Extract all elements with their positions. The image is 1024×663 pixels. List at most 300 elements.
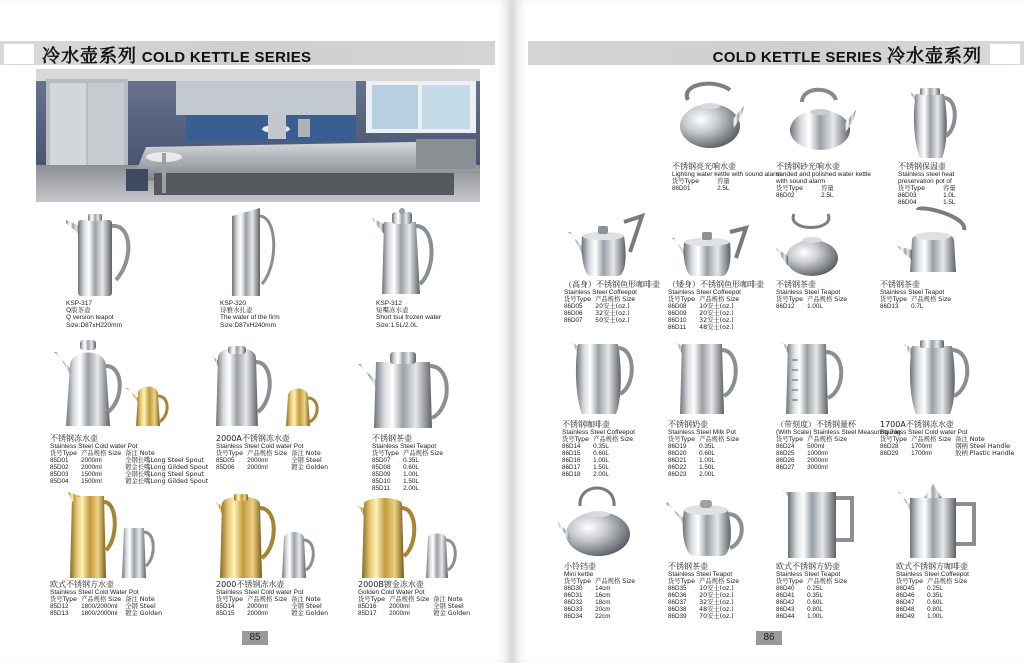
gold2000b-cn: 2000B镀金冻水壶	[358, 580, 424, 589]
coffeepot-plain-en: Stainless Steel Coffeepot	[562, 429, 635, 436]
td: 20安士(oz.)	[699, 310, 734, 318]
th: 货号Type	[668, 296, 696, 304]
teapot85-table	[372, 450, 447, 492]
mini-table	[564, 578, 639, 620]
td: 2.00L	[593, 471, 609, 479]
product-image-coffeepot-plain	[568, 336, 640, 416]
table-row	[564, 599, 639, 606]
product-image-measuring	[780, 340, 852, 416]
page-number-right: 86	[756, 631, 782, 645]
euro-cold-cn: 欧式不锈钢方水壶	[50, 580, 114, 589]
td: 70安士(oz.)	[699, 613, 734, 621]
td: 32安士(oz.)	[595, 310, 630, 318]
td: 0.35L	[927, 592, 943, 600]
th: 货号Type	[776, 578, 804, 586]
td: 1.00L	[807, 613, 823, 621]
heatpot-cn: 不锈钢保温壶	[898, 162, 946, 171]
heatpot-en1: Stainless steel heat	[898, 171, 955, 178]
td: 86D35	[668, 585, 687, 593]
td: 2000ml	[81, 464, 102, 472]
coffeepot-plain-table	[562, 436, 637, 478]
td: 86D08	[668, 303, 687, 311]
td: 全钢长嘴Long Steel Spout	[125, 471, 204, 479]
td: 10安士(oz.)	[699, 303, 734, 311]
td: 22cm	[595, 613, 611, 621]
caption-coffee-high	[564, 280, 660, 324]
th: 产品规格 Size	[927, 578, 968, 586]
table-row	[668, 443, 743, 450]
td: 0.60L	[593, 450, 609, 458]
teapot-c-table	[668, 578, 743, 620]
td: 86D39	[668, 613, 687, 621]
td: 1.00L	[593, 457, 609, 465]
th: 货号Type	[776, 436, 804, 444]
td: 85D04	[50, 478, 69, 486]
coldpot2000a-en: Stainless Steel Cold water Pot	[216, 443, 304, 450]
euro-cold-table	[50, 596, 166, 617]
td: 胶柄 Plastic Handle	[955, 450, 1015, 458]
td: 86D22	[668, 464, 687, 472]
th: 货号Type	[50, 450, 78, 458]
td: 86D19	[668, 443, 687, 451]
td: 85D03	[50, 471, 69, 479]
td: 20安士(oz.)	[699, 592, 734, 600]
teapot-c-cn: 不锈钢茶壶	[668, 562, 708, 571]
td: 85D16	[358, 603, 377, 611]
th: 货号Type	[898, 185, 926, 193]
product-image-teapot85	[356, 342, 456, 430]
td: 85D07	[372, 457, 391, 465]
cold1700a-table	[880, 436, 1018, 457]
product-image-heatpot	[906, 84, 960, 160]
th: 货号Type	[564, 578, 592, 586]
td: 86D13	[880, 303, 899, 311]
th: 货号Type	[776, 185, 804, 193]
th: 备注 Note	[433, 596, 463, 604]
td: 86D45	[896, 585, 915, 593]
td: 86D04	[898, 199, 917, 207]
caption-coffeepot-plain	[562, 420, 637, 478]
teapot-b-cn: 不锈钢茶壶	[880, 280, 920, 289]
td: 1.0L	[943, 192, 956, 200]
caption-heatpot	[898, 162, 960, 206]
ksp317-code: KSP-317	[66, 300, 93, 307]
ksp320-size: Size:D87xH240mm	[220, 321, 276, 329]
product-image-gold2000b	[356, 494, 466, 580]
td: 86D42	[776, 599, 795, 607]
th: 产品规格 Size	[807, 436, 848, 444]
th: 货号Type	[358, 596, 386, 604]
measuring-cn: （带刻度）不锈钢量杯	[776, 420, 856, 429]
td: 86D48	[896, 606, 915, 614]
caption-teapot-b	[880, 280, 955, 310]
th: 产品规格 Size	[247, 450, 288, 458]
coldpot-cn: 不锈钢冻水壶	[50, 434, 98, 443]
ksp312-en: Short tsui frozen water	[376, 314, 442, 322]
th: 产品规格 Size	[389, 596, 430, 604]
table-row	[668, 324, 743, 331]
table-row	[372, 464, 447, 471]
td: 镀金长嘴Long Gilded Spout	[125, 478, 209, 486]
sanded-en1: sanded and polished water kettle	[776, 171, 872, 178]
teapot85-cn: 不锈钢茶壶	[372, 434, 412, 443]
sanded-table	[776, 185, 838, 199]
table-row	[372, 478, 447, 485]
td: 86D10	[668, 317, 687, 325]
coffee-high-cn: （高身）不锈钢鱼形咖啡壶	[564, 280, 660, 289]
td: 2000ml	[247, 610, 268, 618]
th: 货号Type	[668, 436, 696, 444]
table-row	[564, 585, 639, 592]
td: 1500ml	[81, 478, 102, 486]
th: 货号Type	[216, 596, 244, 604]
th: 容量	[821, 185, 834, 193]
table-row	[562, 450, 637, 457]
table-row	[896, 599, 971, 606]
td: 86D28	[880, 443, 899, 451]
cold1700a-en: Stainless Steel Cold water Pot	[880, 429, 968, 436]
product-image-euro-milk	[780, 488, 860, 560]
td: 2000ml	[247, 464, 268, 472]
mini-cn: 小铃铛壶	[564, 562, 596, 571]
product-image-euro-cold	[60, 488, 170, 580]
td: 86D37	[668, 599, 687, 607]
product-image-teapot-c	[664, 488, 748, 558]
td: 86D30	[564, 585, 583, 593]
td: 镀金 Golden	[291, 464, 329, 472]
td: 0.60L	[403, 464, 419, 472]
ksp312-size: Size:1.5L/2.0L	[376, 321, 418, 329]
th: 货号Type	[896, 578, 924, 586]
table-row	[564, 613, 639, 620]
table-row	[668, 464, 743, 471]
page-number-left: 85	[242, 631, 268, 645]
teapot-b-table	[880, 296, 955, 310]
measuring-table	[776, 436, 851, 471]
product-image-cold2000	[214, 492, 324, 580]
table-row	[358, 610, 474, 617]
ksp317-size: Size:D87xH220mm	[66, 321, 122, 329]
th: 产品规格 Size	[699, 436, 740, 444]
coffeepot-plain-cn: 不锈钢咖啡壶	[562, 420, 610, 429]
caption-gold2000b	[358, 580, 474, 617]
td: 86D11	[668, 324, 687, 332]
table-row	[880, 303, 955, 310]
product-image-sanded	[784, 84, 856, 154]
td: 0.80L	[927, 606, 943, 614]
td: 0.60L	[699, 450, 715, 458]
td: 1.00L	[927, 613, 943, 621]
td: 86D20	[668, 450, 687, 458]
td: 85D13	[50, 610, 69, 618]
th: 备注 Note	[955, 436, 985, 444]
td: 85D08	[372, 464, 391, 472]
th: 容量	[943, 185, 956, 193]
product-image-coffee-high	[568, 212, 648, 278]
table-row	[668, 450, 743, 457]
cold2000-en: Stainless Steel Cold water Pot	[216, 589, 304, 596]
product-image-teapot-a	[776, 212, 856, 278]
td: 0.35L	[593, 443, 609, 451]
th: 产品规格 Size	[807, 578, 848, 586]
td: 钢柄 Steel Handle	[955, 443, 1010, 451]
coffee-high-en: Stainless Steel Coffeepot	[564, 289, 637, 296]
right-page	[512, 0, 1024, 663]
right-page-title	[713, 42, 982, 68]
kitchen-photo	[36, 69, 480, 202]
td: 85D06	[216, 464, 235, 472]
td: 2.00L	[403, 485, 419, 493]
product-image-mini	[558, 478, 642, 558]
table-row	[372, 485, 447, 492]
table-row	[776, 613, 851, 620]
caption-coldpot	[50, 434, 212, 485]
td: 85D12	[50, 603, 69, 611]
td: 0.60L	[927, 599, 943, 607]
teapot-a-cn: 不锈钢茶壶	[776, 280, 816, 289]
th: 货号Type	[50, 596, 78, 604]
heatpot-table	[898, 185, 960, 206]
th: 产品规格 Size	[247, 596, 288, 604]
table-row	[672, 185, 734, 192]
table-row	[372, 471, 447, 478]
alarm-cn: 不锈钢亮光响水壶	[672, 162, 736, 171]
table-row	[896, 613, 971, 620]
table-row	[668, 457, 743, 464]
td: 0.80L	[807, 606, 823, 614]
th: 产品规格 Size	[699, 296, 740, 304]
th: 货号Type	[672, 178, 700, 186]
th: 产品规格 Size	[595, 296, 636, 304]
td: 0.35L	[699, 443, 715, 451]
td: 1.50L	[699, 464, 715, 472]
td: 86D17	[562, 464, 581, 472]
td: 镀金长嘴Long Gilded Spout	[125, 464, 209, 472]
table-row	[880, 450, 1018, 457]
td: 86D01	[672, 185, 691, 193]
euro-coffee-cn: 欧式不锈钢方咖啡壶	[896, 562, 968, 571]
td: 2000ml	[247, 457, 268, 465]
td: 32安士(oz.)	[699, 317, 734, 325]
table-row	[564, 317, 639, 324]
th: 产品规格 Size	[911, 436, 952, 444]
td: 48安士(oz.)	[699, 606, 734, 614]
td: 85D17	[358, 610, 377, 618]
td: 86D02	[776, 192, 795, 200]
td: 镀金 Golden	[125, 610, 163, 618]
left-header-bar	[0, 41, 495, 65]
caption-teapot85	[372, 434, 447, 492]
td: 50安士(oz.)	[595, 317, 630, 325]
table-row	[776, 450, 851, 457]
th: 产品规格 Size	[807, 296, 848, 304]
td: 32安士(oz.)	[699, 599, 734, 607]
caption-teapot-c	[668, 562, 743, 620]
caption-cold2000	[216, 580, 332, 617]
caption-mini	[564, 562, 639, 620]
td: 1.50L	[403, 478, 419, 486]
table-row	[896, 585, 971, 592]
td: 86D46	[896, 592, 915, 600]
td: 86D38	[668, 606, 687, 614]
teapot-a-table	[776, 296, 851, 310]
coffee-low-en: Stainless Steel Coffeepot	[668, 289, 741, 296]
td: 86D29	[880, 450, 899, 458]
td: 0.60L	[807, 599, 823, 607]
td: 1.00L	[807, 303, 823, 311]
table-row	[564, 606, 639, 613]
caption-ksp312	[376, 300, 441, 329]
td: 0.7L	[911, 303, 924, 311]
td: 85D10	[372, 478, 391, 486]
milkpot-cn: 不锈钢奶壶	[668, 420, 708, 429]
th: 产品规格 Size	[81, 596, 122, 604]
table-row	[50, 610, 166, 617]
alarm-table	[672, 178, 734, 192]
ksp317-en: Q version teapot	[66, 314, 114, 322]
td: 86D41	[776, 592, 795, 600]
td: 0.25L	[927, 585, 943, 593]
th: 产品规格 Size	[699, 578, 740, 586]
td: 1.5L	[943, 199, 956, 207]
coldpot2000a-cn: 2000A不锈钢冻水壶	[216, 434, 290, 443]
coldpot2000a-table	[216, 450, 332, 471]
td: 3000ml	[807, 464, 828, 472]
td: 86D18	[562, 471, 581, 479]
td: 1700ml	[911, 443, 932, 451]
td: 86D26	[776, 457, 795, 465]
td: 86D32	[564, 599, 583, 607]
td: 镀金 Golden	[433, 610, 471, 618]
caption-teapot-a	[776, 280, 851, 310]
td: 86D36	[668, 592, 687, 600]
td: 10安士(oz.)	[699, 585, 734, 593]
milkpot-table	[668, 436, 743, 478]
sanded-cn: 不锈钢砂光响水壶	[776, 162, 840, 171]
table-row	[776, 592, 851, 599]
coldpot-en: Stainless Steel Cold water Pot	[50, 443, 138, 450]
td: 18cm	[595, 599, 611, 607]
th: 货号Type	[880, 296, 908, 304]
td: 1700ml	[911, 450, 932, 458]
td: 2000ml	[81, 457, 102, 465]
th: 货号Type	[372, 450, 400, 458]
td: 86D07	[564, 317, 583, 325]
table-row	[372, 457, 447, 464]
caption-milkpot	[668, 420, 743, 478]
th: 备注 Note	[291, 596, 321, 604]
td: 0.35L	[807, 592, 823, 600]
td: 86D12	[776, 303, 795, 311]
gold2000b-en: Golden Cold Water Pot	[358, 589, 425, 596]
td: 1800/2000ml	[81, 610, 118, 618]
table-row	[776, 192, 838, 199]
caption-euro-cold	[50, 580, 166, 617]
product-image-alarm	[674, 80, 744, 152]
td: 2000ml	[389, 603, 410, 611]
th: 货号Type	[562, 436, 590, 444]
ksp312-cn: 短嘴冻水壶	[376, 306, 409, 315]
alarm-en1: Lighting water kettle with sound alarm	[672, 171, 781, 178]
td: 86D27	[776, 464, 795, 472]
product-image-cold1700a	[898, 336, 978, 416]
td: 1.00L	[699, 457, 715, 465]
table-row	[776, 443, 851, 450]
left-page-title	[42, 42, 311, 68]
td: 14cm	[595, 585, 611, 593]
td: 85D01	[50, 457, 69, 465]
table-row	[896, 592, 971, 599]
right-header-bar	[528, 41, 1024, 65]
table-row	[562, 457, 637, 464]
td: 2000ml	[247, 603, 268, 611]
caption-alarm	[672, 162, 781, 192]
th: 货号Type	[564, 296, 592, 304]
euro-milk-table	[776, 578, 851, 620]
cold2000-table	[216, 596, 332, 617]
euro-coffee-en: Stainless Steel Coffeepot	[896, 571, 969, 578]
euro-cold-en: Stainless Steel Cold Water Pot	[50, 589, 139, 596]
product-image-teapot-b	[898, 206, 970, 278]
euro-milk-en: Stainless Steel Teapot	[776, 571, 841, 578]
table-row	[776, 457, 851, 464]
table-row	[216, 610, 332, 617]
th: 产品规格 Size	[403, 450, 444, 458]
caption-ksp317	[66, 300, 122, 329]
measuring-en: (With Scale) Stainless Steel Measuring Jug	[776, 429, 901, 436]
gold2000b-table	[358, 596, 474, 617]
table-row	[896, 606, 971, 613]
teapot-a-en: Stainless Steel Teapot	[776, 289, 841, 296]
th: 产品规格 Size	[81, 450, 122, 458]
td: 86D23	[668, 471, 687, 479]
coffee-high-table	[564, 296, 639, 324]
th: 容量	[717, 178, 730, 186]
td: 镀金 Golden	[291, 610, 329, 618]
table-row	[776, 585, 851, 592]
th: 货号Type	[216, 450, 244, 458]
td: 86D21	[668, 457, 687, 465]
td: 86D15	[562, 450, 581, 458]
td: 86D24	[776, 443, 795, 451]
td: 86D14	[562, 443, 581, 451]
td: 85D02	[50, 464, 69, 472]
caption-cold1700a	[880, 420, 1018, 457]
left-title-cn: 冷水壶系列	[42, 46, 137, 67]
product-image-coffee-low	[672, 224, 752, 278]
euro-milk-cn: 欧式不锈钢方奶壶	[776, 562, 840, 571]
td: 全钢 Steel	[291, 603, 322, 611]
th: 货号Type	[776, 296, 804, 304]
caption-euro-milk	[776, 562, 851, 620]
product-image-ksp320	[222, 206, 282, 300]
ksp320-en: The water of the firm	[220, 314, 280, 322]
teapot85-en: Stainless Steel Teapot	[372, 443, 437, 450]
sanded-en2: with sound alarm	[776, 178, 826, 186]
product-image-ksp317	[62, 210, 142, 300]
td: 86D49	[896, 613, 915, 621]
td: 86D31	[564, 592, 583, 600]
th: 备注 Note	[125, 596, 155, 604]
caption-coldpot2000a	[216, 434, 332, 471]
ksp320-code: KSP-320	[220, 300, 247, 307]
td: 1800/2000ml	[81, 603, 118, 611]
td: 86D44	[776, 613, 795, 621]
th: 备注 Note	[125, 450, 155, 458]
caption-sanded	[776, 162, 871, 199]
td: 86D06	[564, 310, 583, 318]
td: 86D03	[898, 192, 917, 200]
